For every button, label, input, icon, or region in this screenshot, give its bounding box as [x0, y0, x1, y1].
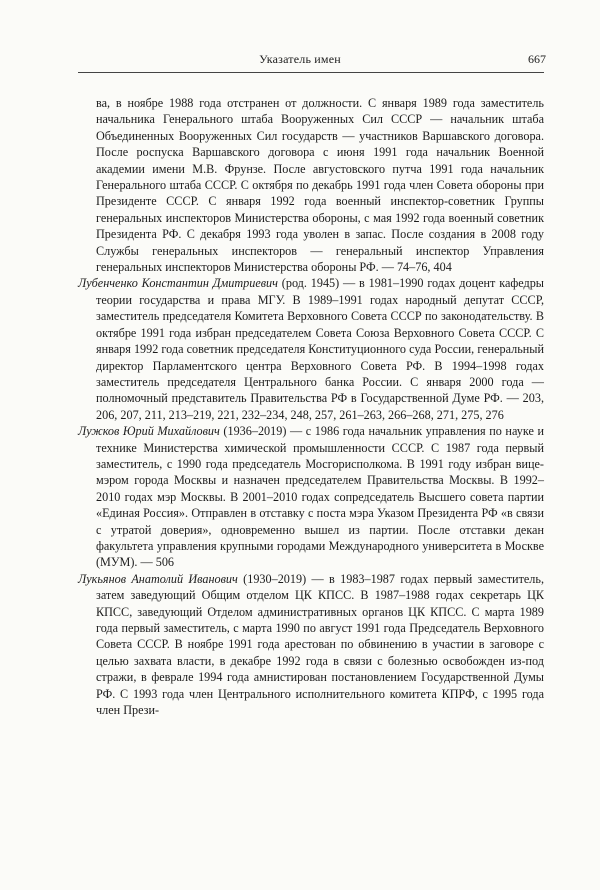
header-rule: [78, 72, 544, 73]
running-head: [0, 0, 600, 80]
entry-text: ва, в ноябре 1988 года отстранен от должности. С января 1989 года заместитель начальника Генерального штаба Вооруженных Сил СССР — начальник штаба Объединенных Вооруженных Сил государств — участников Варшавского договора. После роспуска Варшавского договора с июня 1991 года начальник Военной академии имени М.В. Фрунзе. После августовского путча 1991 года начальник Генерального штаба СССР. С октября по декабрь 1991 года член Совета обороны при Президенте СССР. С января 1992 года военный инспектор-советник Группы генеральных инспекторов Министерства обороны, с мая 1992 года военный советник Президента РФ. С декабря 1993 года уволен в запас. После создания в 2008 году Службы генеральных инспекторов — генеральный инспектор Управления генеральных инспекторов Министерства обороны РФ. — 74–76, 404: [96, 96, 544, 275]
entry-name: Лубенченко Константин Дмитриевич: [78, 276, 278, 291]
index-body: [78, 95, 544, 718]
running-title: Указатель имен: [259, 52, 341, 66]
entry-text: (1936–2019) — с 1986 года начальник управления по науке и технике Министерства химической промышленности СССР. С 1987 года первый заместитель, с 1990 года председатель Мосгорисполкома. В 1991 году избран вице-мэром города Москвы и назначен председателем Правительства Москвы. В 1992–2010 годах мэр Москвы. В 2001–2010 годах сопредседатель Высшего совета партии «Единая Россия». Отправлен в отставку с поста мэра Указом Президента РФ «в связи с утратой доверия», одновременно вышел из партии. После отставки декан факультета управления крупными городами Международного университета в Москве (МУМ). — 506: [96, 424, 544, 570]
index-entry: [78, 423, 544, 571]
entry-name: Лукьянов Анатолий Иванович: [78, 571, 238, 586]
page-number: 667: [528, 52, 546, 66]
entry-text: (род. 1945) — в 1981–1990 годах доцент кафедры теории государства и права МГУ. В 1989–1991 годах народный депутат СССР, заместитель председателя Комитета Верховного Совета СССР по законодательству. В октябре 1991 года избран председателем Совета Союза Верховного Совета СССР. С января 1992 года советник председателя Конституционного суда России, генеральный директор Парламентского центра Верховного Совета РФ. В 1994–1998 годах заместитель председателя Центрального банка России. С января 2000 года — полномочный представитель Правительства РФ в Государственной Думе РФ. — 203, 206, 207, 211, 213–219, 221, 232–234, 248, 257, 261–263, 266–268, 271, 275, 276: [96, 276, 544, 422]
index-entry-continuation: [78, 95, 544, 275]
entry-name: Лужков Юрий Михайлович: [78, 424, 220, 439]
index-entry: [78, 275, 544, 423]
entry-text: (1930–2019) — в 1983–1987 годах первый заместитель, затем заведующий Общим отделом ЦК КПСС. В 1987–1988 годах секретарь ЦК КПСС, заведующий Отделом административных органов ЦК КПСС. С марта 1989 года первый заместитель, с марта 1990 по август 1991 года Председатель Верховного Совета СССР. В ноябре 1991 года арестован по обвинению в участии в заговоре с целью захвата власти, в декабре 1992 года в связи с болезнью освобожден из-под стражи, в феврале 1994 года амнистирован постановлением Государственной Думы РФ. С 1993 года член Центрального исполнительного комитета КПРФ, с 1995 года член Прези-: [96, 571, 544, 718]
index-entry: [78, 571, 544, 719]
